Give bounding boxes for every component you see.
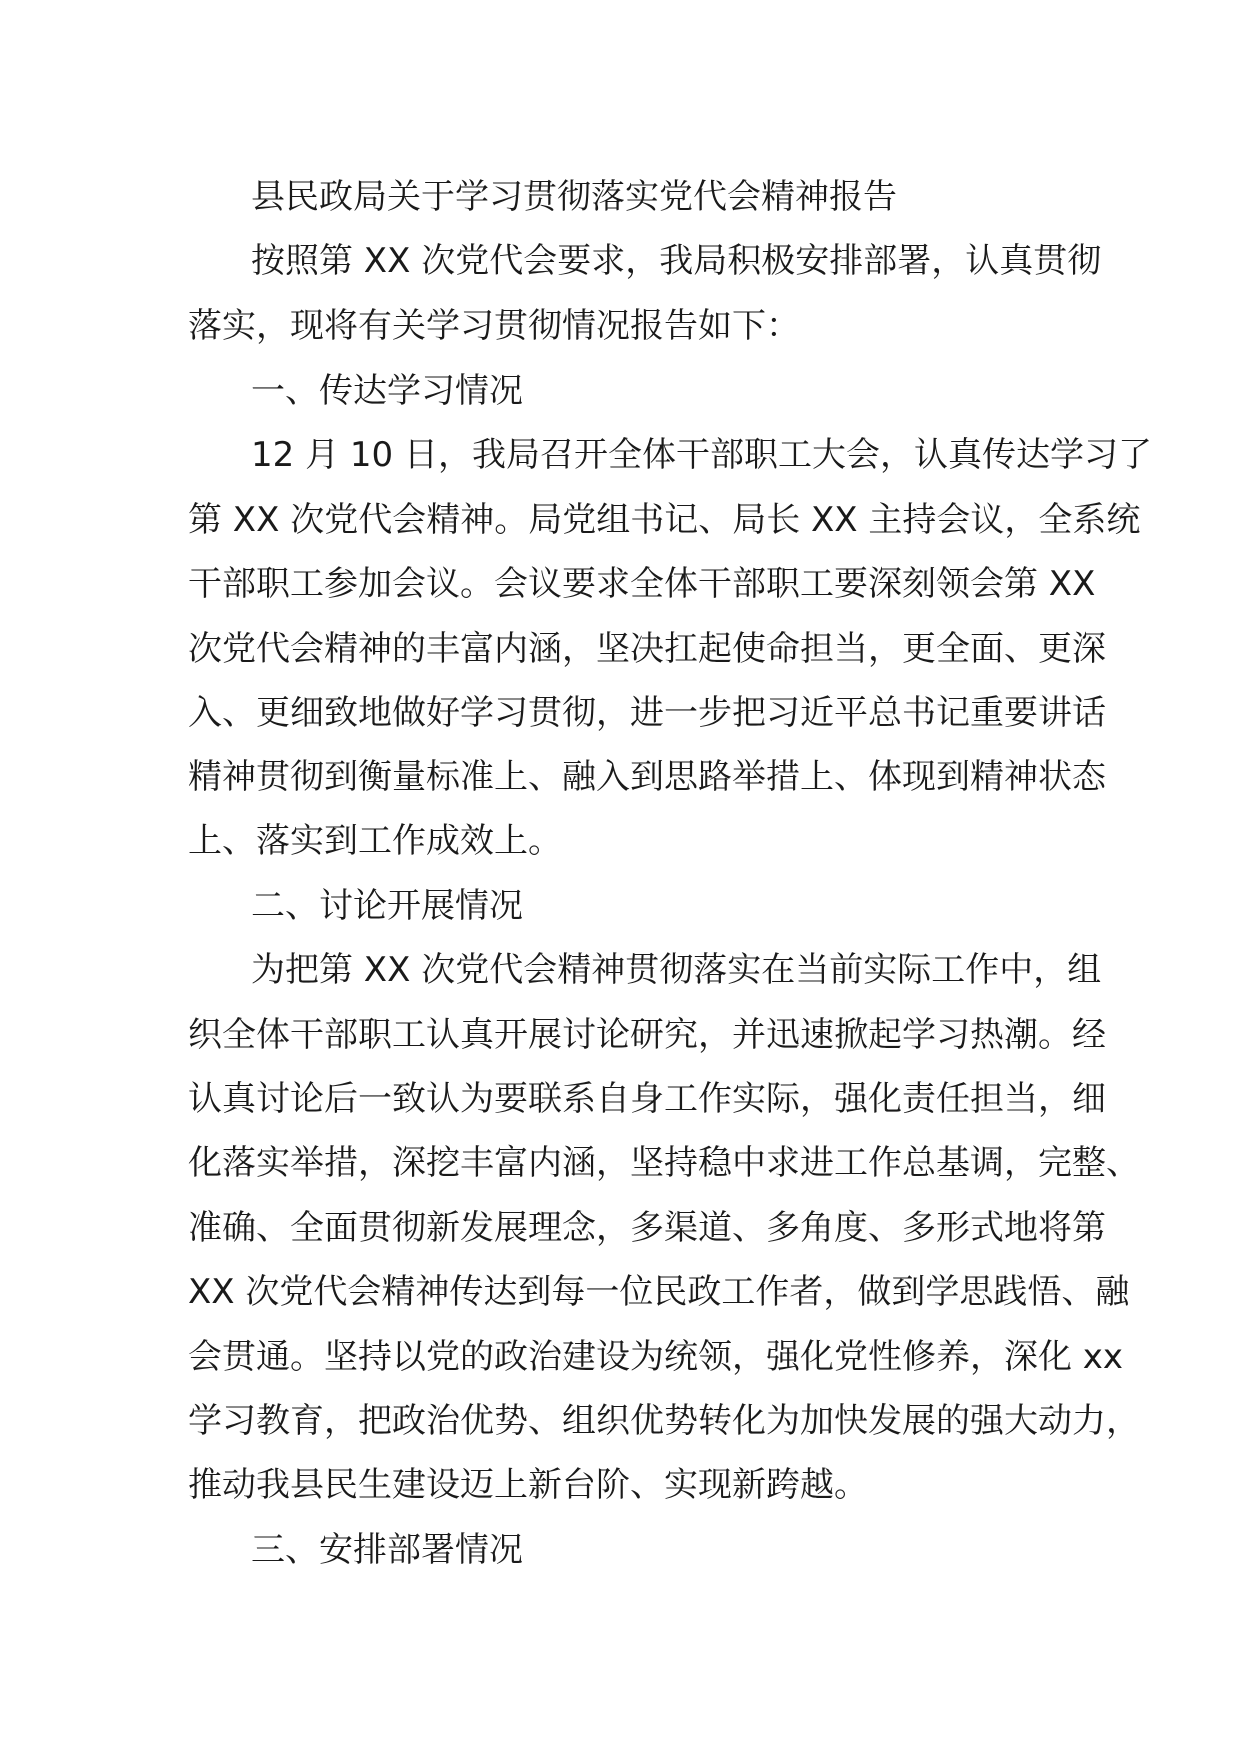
paragraph-line: 会贯通。坚持以党的政治建设为统领，强化党性修养，深化 xx (188, 1337, 1124, 1377)
paragraph-line: 学习教育，把政治优势、组织优势转化为加快发展的强大动力， (188, 1401, 1140, 1441)
paragraph-line: 按照第 XX 次党代会要求，我局积极安排部署，认真贯彻 (251, 241, 1102, 281)
paragraph-line: 推动我县民生建设迈上新台阶、实现新跨越。 (188, 1465, 868, 1505)
section-heading: 三、安排部署情况 (251, 1530, 523, 1570)
paragraph-line: 化落实举措，深挖丰富内涵，坚持稳中求进工作总基调，完整、 (188, 1143, 1140, 1183)
paragraph-line: 织全体干部职工认真开展讨论研究，并迅速掀起学习热潮。经 (188, 1015, 1106, 1055)
paragraph-line: 为把第 XX 次党代会精神贯彻落实在当前实际工作中，组 (251, 950, 1102, 990)
paragraph-line: XX 次党代会精神传达到每一位民政工作者，做到学思践悟、融 (188, 1272, 1130, 1312)
paragraph-line: 第 XX 次党代会精神。局党组书记、局长 XX 主持会议，全系统 (188, 500, 1141, 540)
paragraph-line: 落实，现将有关学习贯彻情况报告如下： (188, 306, 800, 346)
paragraph-line: 干部职工参加会议。会议要求全体干部职工要深刻领会第 XX (188, 564, 1096, 604)
paragraph-line: 精神贯彻到衡量标准上、融入到思路举措上、体现到精神状态 (188, 757, 1106, 797)
paragraph-line: 认真讨论后一致认为要联系自身工作实际，强化责任担当，细 (188, 1079, 1106, 1119)
section-heading: 一、传达学习情况 (251, 371, 523, 411)
document-title: 县民政局关于学习贯彻落实党代会精神报告 (251, 177, 897, 217)
paragraph-line: 12 月 10 日，我局召开全体干部职工大会，认真传达学习了 (251, 435, 1152, 475)
paragraph-line: 上、落实到工作成效上。 (188, 821, 562, 861)
section-heading: 二、讨论开展情况 (251, 886, 523, 926)
paragraph-line: 次党代会精神的丰富内涵，坚决扛起使命担当，更全面、更深 (188, 629, 1106, 669)
paragraph-line: 入、更细致地做好学习贯彻，进一步把习近平总书记重要讲话 (188, 693, 1106, 733)
paragraph-line: 准确、全面贯彻新发展理念，多渠道、多角度、多形式地将第 (188, 1208, 1106, 1248)
